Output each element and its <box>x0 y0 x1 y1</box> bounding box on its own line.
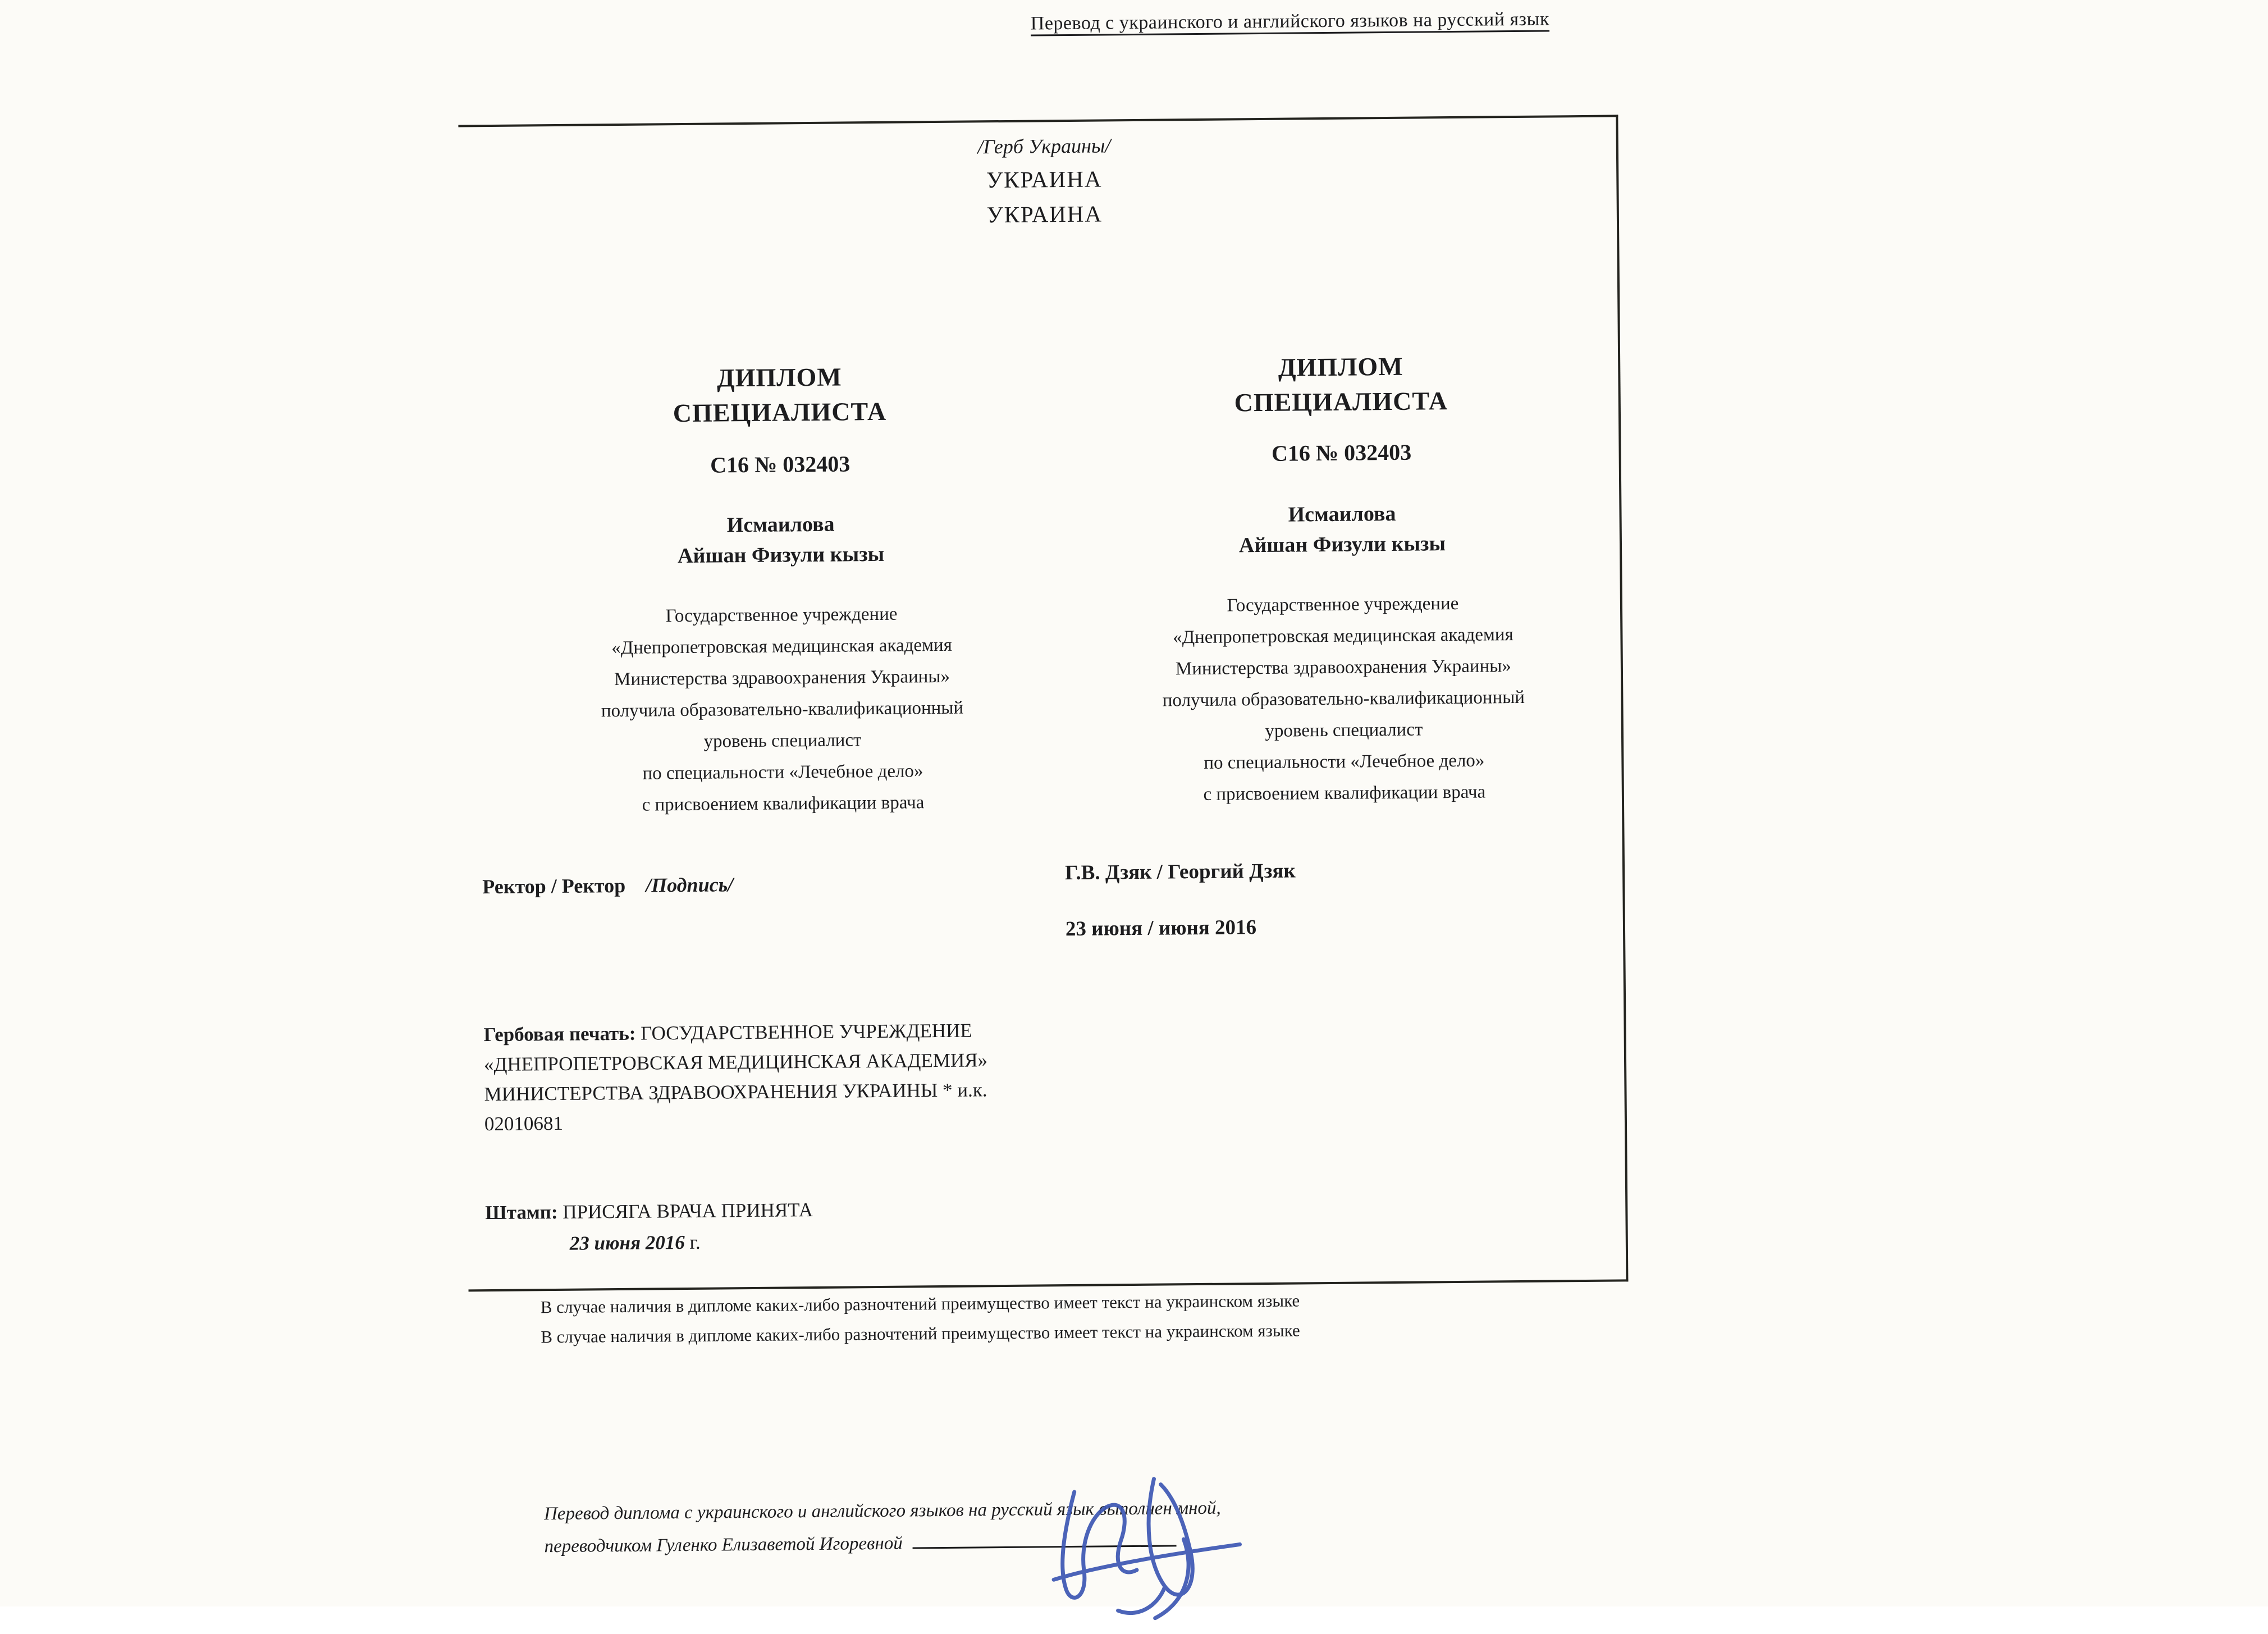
stamp-text: ПРИСЯГА ВРАЧА ПРИНЯТА <box>557 1199 813 1223</box>
body-line: уровень специалист <box>703 730 862 752</box>
right-diploma-number-block <box>1058 437 1625 468</box>
stamp-row <box>485 1192 1046 1229</box>
translator-note-line2: переводчиком Гуленко Елизаветой Игоревной <box>544 1533 903 1557</box>
issue-date-line: 23 июня / июня 2016 <box>1065 916 1257 941</box>
left-holder-name-block <box>491 507 1070 573</box>
holder-given-names: Айшан Физули кызы <box>677 542 885 568</box>
disclaimer-line: В случае наличия в дипломе каких-либо разночтений преимущество имеет текст на украинском языке <box>540 1290 1300 1317</box>
stamp-date-suffix: г. <box>684 1231 701 1254</box>
right-body-paragraph <box>1059 586 1628 811</box>
emblem-note: /Герб Украины/ <box>977 134 1111 158</box>
rector-name-line: Г.В. Дзяк / Георгий Дзяк <box>1064 859 1296 885</box>
body-line: получила образовательно-квалификационный <box>601 697 964 722</box>
body-line: «Днепропетровская медицинская академия <box>611 635 952 659</box>
body-line: «Днепропетровская медицинская академия <box>1173 624 1513 648</box>
holder-given-names: Айшан Физули кызы <box>1238 532 1446 558</box>
body-line: по специальности «Лечебное дело» <box>1204 750 1485 773</box>
stamp-description-block <box>485 1192 1047 1260</box>
country-name-line2: УКРАИНА <box>986 200 1103 228</box>
diploma-title-line1: ДИПЛОМ <box>716 362 842 392</box>
left-diploma-number-block <box>491 449 1069 480</box>
left-diploma-title <box>490 358 1069 432</box>
diploma-title-line2: СПЕЦИАЛИСТА <box>673 396 887 428</box>
diploma-number: С16 № 032403 <box>1271 439 1412 466</box>
body-line: с присвоением квалификации врача <box>642 792 925 815</box>
body-line: Государственное учреждение <box>1227 593 1459 616</box>
country-name-line1: УКРАИНА <box>986 166 1103 193</box>
stamp-label: Штамп: <box>485 1201 558 1224</box>
diploma-number: С16 № 032403 <box>710 451 851 478</box>
seal-description-block <box>483 1015 1046 1139</box>
diploma-title-line2: СПЕЦИАЛИСТА <box>1234 386 1448 417</box>
body-line: Министерства здравоохранения Украины» <box>614 666 950 690</box>
emblem-block <box>466 129 1623 232</box>
stamp-date: 23 июня 2016 <box>569 1231 685 1254</box>
translator-signature-ink <box>985 1454 1313 1625</box>
rector-sign-note: /Подпись/ <box>646 873 734 897</box>
diploma-title-line1: ДИПЛОМ <box>1278 352 1403 382</box>
rector-label: Ректор / Ректор <box>482 874 626 898</box>
body-line: получила образовательно-квалификационный <box>1162 687 1525 711</box>
holder-surname: Исмаилова <box>1288 501 1396 527</box>
translation-direction-header: Перевод с украинского и английского языков на русский язык <box>1030 8 1550 34</box>
stamp-date-row <box>486 1224 1047 1260</box>
body-line: с присвоением квалификации врача <box>1203 782 1486 805</box>
disclaimer-block <box>541 1282 1664 1352</box>
seal-text: ГОСУДАРСТВЕННОЕ УЧРЕЖДЕНИЕ «ДНЕПРОПЕТРОВСКАЯ МЕДИЦИНСКАЯ АКАДЕМИЯ» МИНИСТЕРСТВА ЗДРАВООХРАНЕНИЯ УКРАИНЫ * и.к. 02010681 <box>483 1019 988 1135</box>
body-line: Государственное учреждение <box>665 604 898 627</box>
body-line: уровень специалист <box>1265 719 1423 741</box>
right-holder-name-block <box>1058 496 1626 562</box>
spacer <box>630 874 641 897</box>
translator-note-line1: Перевод диплома с украинского и английского языков на русский язык выполнен мной, <box>543 1498 1221 1525</box>
body-line: по специальности «Лечебное дело» <box>642 761 923 784</box>
right-diploma-title <box>1057 347 1625 422</box>
seal-label: Гербовая печать: <box>483 1022 636 1046</box>
holder-surname: Исмаилова <box>726 512 835 537</box>
disclaimer-line: В случае наличия в дипломе каких-либо разночтений преимущество имеет текст на украинском языке <box>541 1320 1300 1347</box>
body-line: Министерства здравоохранения Украины» <box>1175 656 1512 679</box>
left-body-paragraph <box>492 597 1072 822</box>
